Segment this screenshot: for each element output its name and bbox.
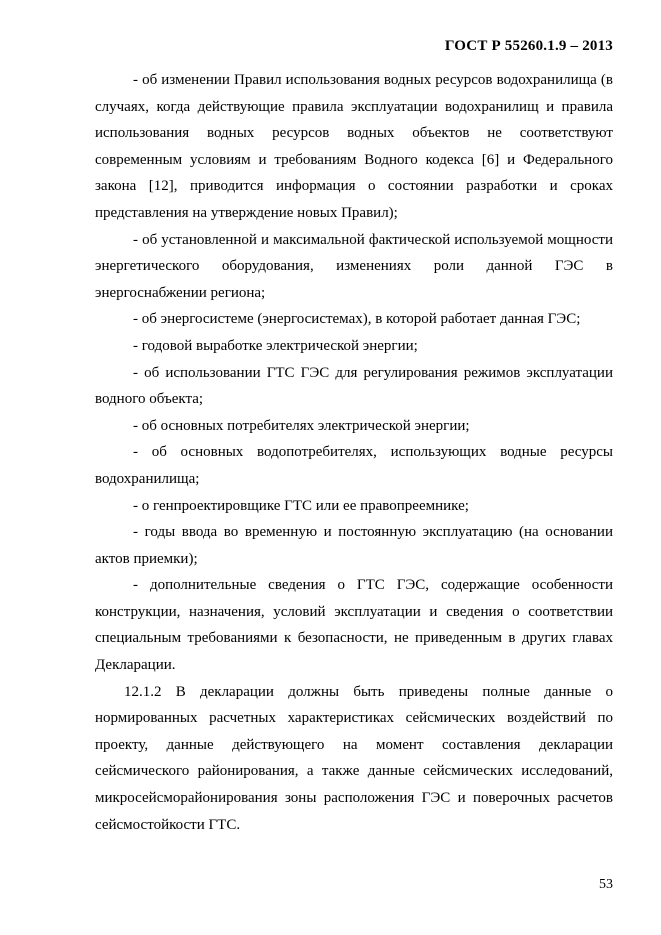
page-number: 53 (599, 877, 613, 892)
list-item-power-consumers: - об основных потребителях электрической энергии; (133, 417, 470, 434)
list-item-additional-info: - дополнительные сведения о ГТС ГЭС, содержащие особенности конструкции, назначения, условий эксплуатации и сведения о соответствии специальным требованиями к безопасности, не приведенным в других главах Декларации. (95, 577, 613, 674)
list-item-power-system: - об энергосистеме (энергосистемах), в которой работает данная ГЭС; (133, 311, 581, 328)
clause-12-1-2: 12.1.2 В декларации должны быть приведены полные данные о нормированных расчетных характеристиках сейсмических воздействий по проекту, данные действующего на момент составления декларации сейсмического районирования, а также данные сейсмических исследований, микросейсморайонирования зоны расположения ГЭС и поверочных расчетов сейсмостойкости ГТС. (95, 683, 613, 833)
list-item-equipment-capacity: - об установленной и максимальной фактической используемой мощности энергетического оборудования, изменениях роли данной ГЭС в энергоснабжении региона; (95, 231, 613, 301)
document-code-header: ГОСТ Р 55260.1.9 – 2013 (444, 38, 613, 54)
list-item-commissioning-years: - годы ввода во временную и постоянную эксплуатацию (на основании актов приемки); (95, 524, 613, 567)
list-item-regime-regulation: - об использовании ГТС ГЭС для регулирования режимов эксплуатации водного объекта; (95, 364, 613, 408)
list-item-general-designer: - о генпроектировщике ГТС или ее правопреемнике; (133, 497, 469, 514)
list-item-annual-output: - годовой выработке электрической энергии; (133, 337, 418, 354)
list-item-water-consumers: - об основных водопотребителях, использующих водные ресурсы водохранилища; (95, 444, 613, 487)
document-body (95, 67, 613, 838)
list-item-water-rules: - об изменении Правил использования водных ресурсов водохранилища (в случаях, когда действующие правила эксплуатации водохранилищ и правила использования водных ресурсов водных объектов не соответствуют современным условиям и требованиям Водного кодекса [6] и Федерального закона [12], приводится информация о состоянии разработки и сроках представления на утверждение новых Правил); (95, 72, 613, 221)
